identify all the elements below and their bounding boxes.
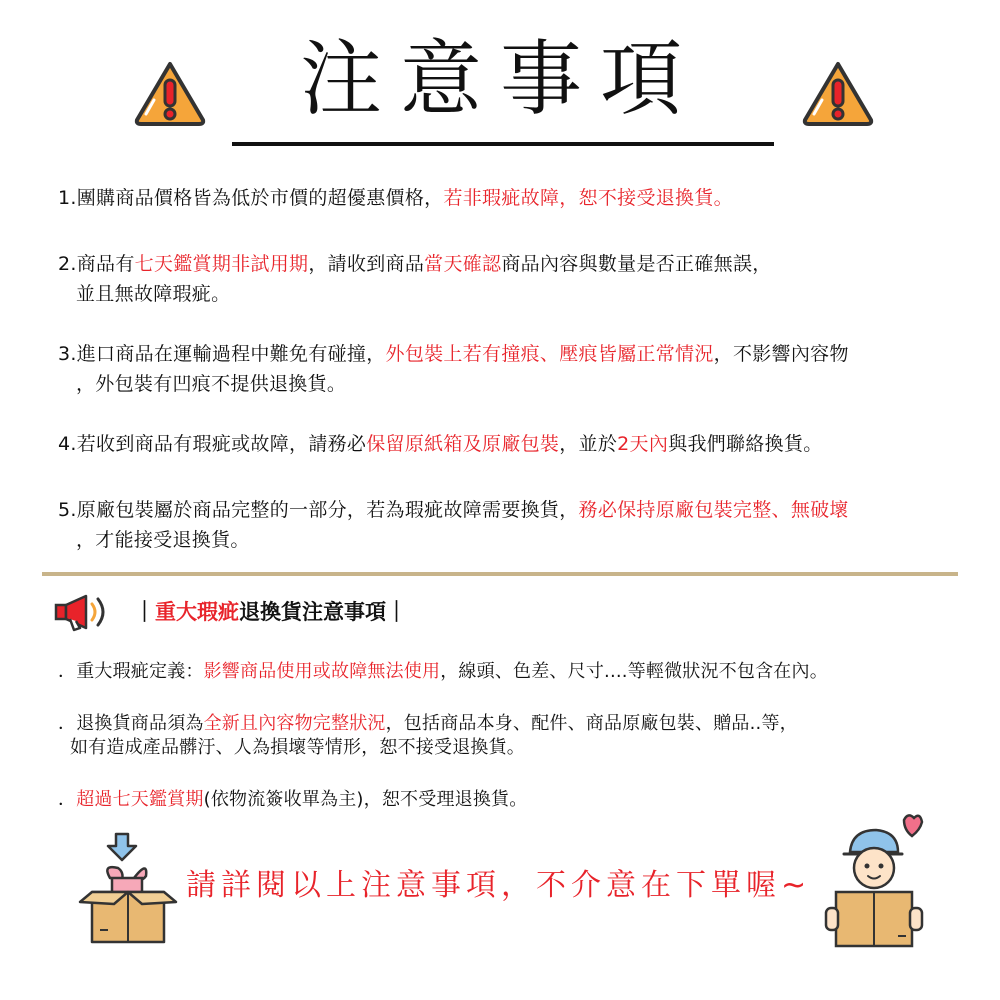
megaphone-icon <box>52 592 112 632</box>
bullet-3 <box>58 788 527 812</box>
notice-text: ，請收到商品 <box>308 253 425 275</box>
bullet-2 <box>58 712 798 736</box>
notice-text: 商品內容與數量是否正確無誤， <box>501 253 772 275</box>
delivery-worker-icon <box>816 810 932 950</box>
notice-text: ，不影響內容物 <box>713 343 849 365</box>
bullet-1 <box>58 660 828 684</box>
notice-2-continued: 並且無故障瑕疵。 <box>76 283 231 305</box>
notice-text: 2.商品有 <box>58 253 135 275</box>
notice-highlight: 2天內 <box>617 433 669 455</box>
notice-highlight: 當天確認 <box>424 253 502 275</box>
page-title: 注意事項 <box>299 32 700 127</box>
bullet-highlight: 全新且內容物完整狀況 <box>203 713 386 734</box>
notice-text: 5.原廠包裝屬於商品完整的一部分，若為瑕疵故障需要換貨， <box>58 499 579 521</box>
notice-2 <box>58 252 772 276</box>
notice-highlight: 七天鑑賞期非試用期 <box>134 253 309 275</box>
gift-box-icon <box>78 830 178 950</box>
notice-4 <box>58 432 823 456</box>
bullet-2-continued: 如有造成產品髒汙、人為損壞等情形，恕不接受退換貨。 <box>70 737 525 758</box>
notice-highlight: 外包裝上若有撞痕、壓痕皆屬正常情況 <box>385 343 714 365</box>
bullet-text: ，包括商品本身、配件、商品原廠包裝、贈品..等， <box>385 713 798 734</box>
bullet-text: ．退換貨商品須為 <box>58 713 204 734</box>
bullet-text: ．重大瑕疵定義： <box>58 661 204 682</box>
notice-3-continued: ，外包裝有凹痕不提供退換貨。 <box>76 373 347 395</box>
notice-3 <box>58 342 849 366</box>
section-title-highlight: 重大瑕疵 <box>155 600 239 624</box>
section-title-text: 退換貨注意事項｜ <box>239 600 407 624</box>
section-divider <box>42 572 958 576</box>
closing-message: 請詳閱以上注意事項，不介意在下單喔~ <box>186 868 812 903</box>
notice-5-continued: ，才能接受退換貨。 <box>76 529 250 551</box>
notice-text: 3.進口商品在運輸過程中難免有碰撞， <box>58 343 386 365</box>
notice-text: 4.若收到商品有瑕疵或故障，請務必 <box>58 433 367 455</box>
notice-highlight: 若非瑕疵故障，恕不接受退換貨。 <box>443 187 733 209</box>
bullet-text: ． <box>58 789 77 810</box>
bullet-text: ，線頭、色差、尺寸....等輕微狀況不包含在內。 <box>440 661 828 682</box>
notice-highlight: 保留原紙箱及原廠包裝 <box>366 433 560 455</box>
bullet-highlight: 超過七天鑑賞期 <box>76 789 204 810</box>
notice-1 <box>58 186 733 210</box>
notice-highlight: 務必保持原廠包裝完整、無破壞 <box>578 499 849 521</box>
section-title-bar: ｜ <box>134 600 155 624</box>
bullet-highlight: 影響商品使用或故障無法使用 <box>203 661 441 682</box>
notice-text: ，並於 <box>559 433 618 455</box>
notice-text: 1.團購商品價格皆為低於市價的超優惠價格， <box>58 187 444 209</box>
notice-5 <box>58 498 849 522</box>
notice-text: 與我們聯絡換貨。 <box>668 433 823 455</box>
warning-triangle-icon <box>800 58 876 128</box>
bullet-text: (依物流簽收單為主)，恕不受理退換貨。 <box>203 789 528 810</box>
title-underline <box>232 142 774 146</box>
section-title <box>134 598 407 626</box>
